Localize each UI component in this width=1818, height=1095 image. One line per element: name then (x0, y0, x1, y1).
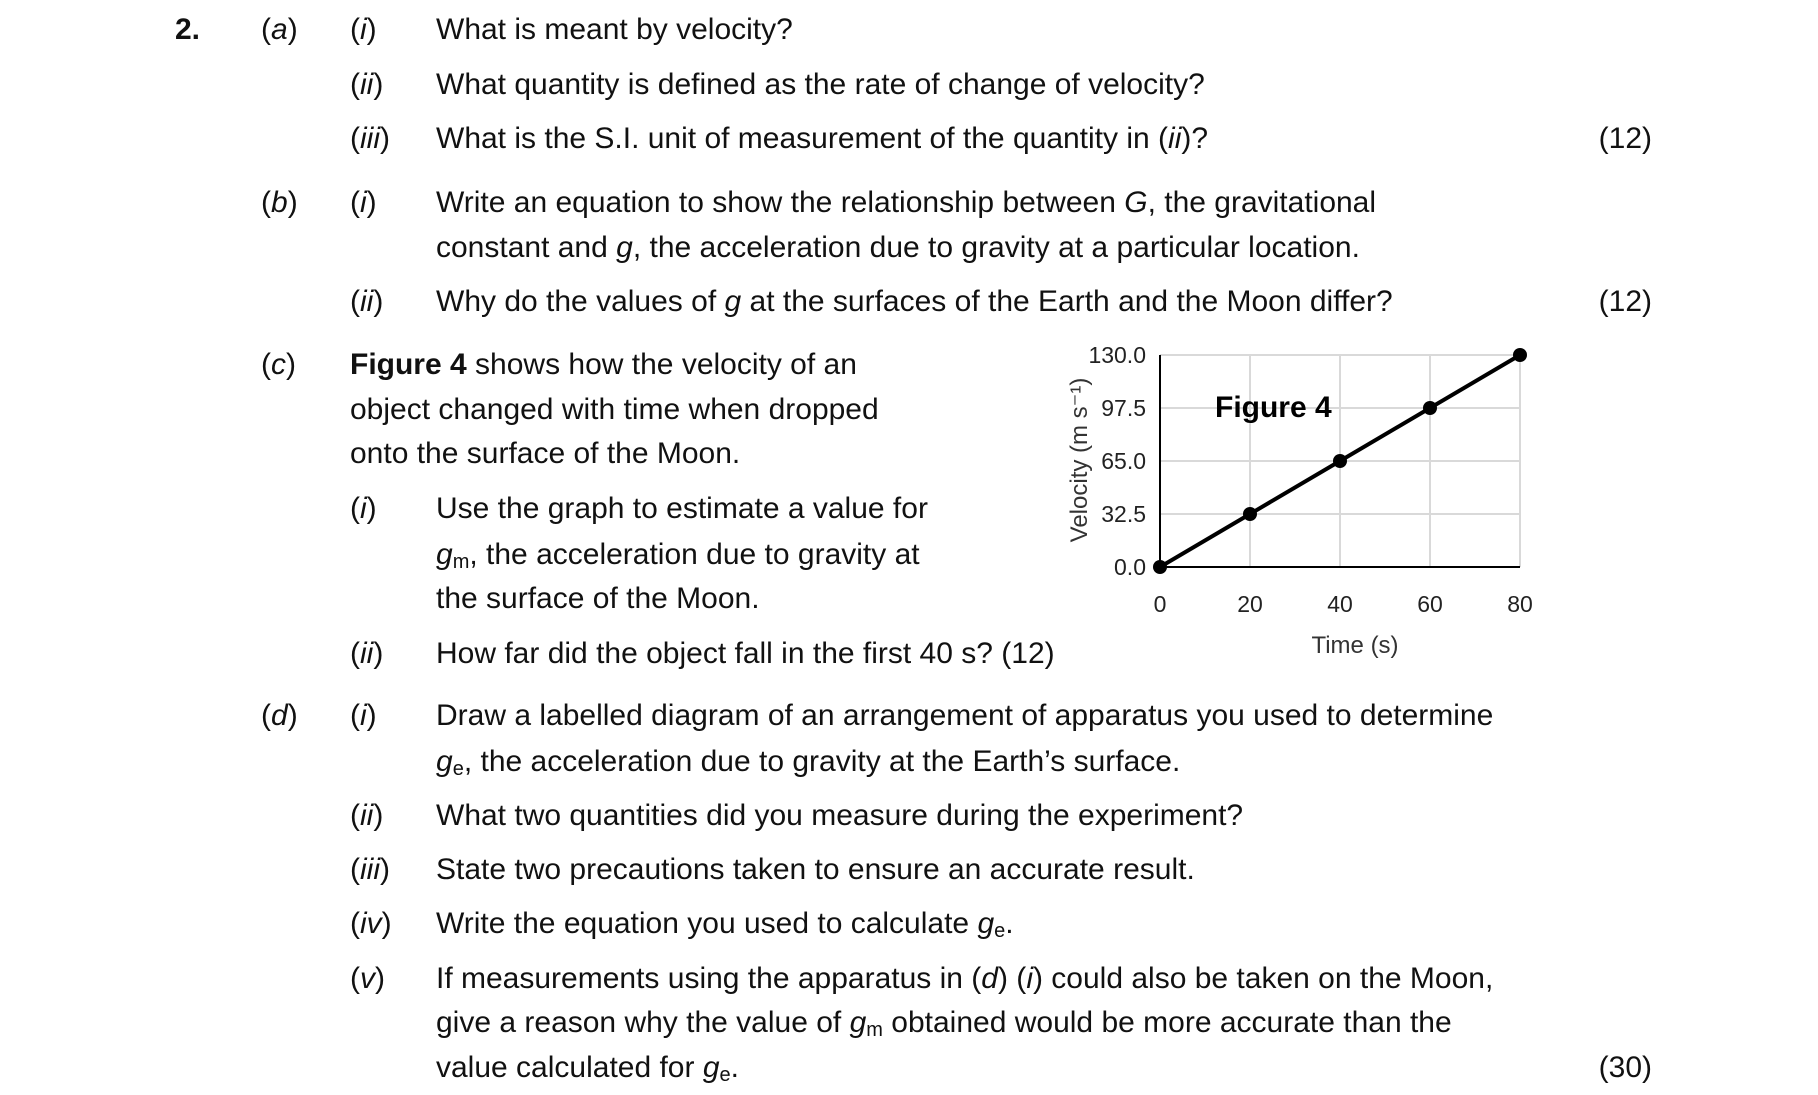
text-segment: , the acceleration due to gravity at (469, 538, 920, 571)
question-text-line (436, 850, 1195, 890)
text-segment: object changed with time when dropped (350, 393, 879, 426)
subpart-label-d-ii: (ii) (350, 799, 384, 832)
subpart-label-c-i-text: i (360, 492, 367, 525)
question-text-line (436, 634, 1055, 674)
text-segment: Use the graph to estimate a value for (436, 492, 928, 525)
text-segment: , the acceleration due to gravity at the Earth’s surface. (463, 745, 1181, 778)
marks-allocation: (12) (1598, 122, 1652, 155)
question-text-line (436, 904, 1014, 944)
question-text-line (436, 119, 1208, 159)
text-segment: How far did the object fall in the first 40 s? (12) (436, 637, 1055, 670)
text-segment: constant and (436, 231, 617, 264)
text-segment: What is meant by velocity? (436, 13, 793, 46)
subpart-label-a-ii-text: ii (360, 68, 374, 101)
subpart-label-b-i-text: i (360, 186, 367, 219)
text-segment: value calculated for (436, 1051, 703, 1084)
marks-allocation: (30) (1598, 1051, 1652, 1084)
question-text-line (350, 390, 879, 430)
text-segment: What is the S.I. unit of measurement of the quantity in ( (436, 122, 1169, 155)
x-tick-label: 80 (1507, 591, 1533, 617)
question-text-line (436, 1003, 1452, 1043)
text-segment: give a reason why the value of (436, 1006, 850, 1039)
x-tick-label: 60 (1417, 591, 1443, 617)
italic-symbol: g (849, 1006, 867, 1039)
text-segment: Draw a labelled diagram of an arrangement of apparatus you used to determine (436, 699, 1494, 732)
text-segment: the surface of the Moon. (436, 582, 760, 615)
text-segment: shows how the velocity of an (466, 348, 857, 381)
part-label-d-text: d (271, 699, 288, 732)
subpart-label-a-iii-text: iii (360, 122, 380, 155)
question-number: 2. (175, 13, 201, 46)
chart-title: Figure 4 (1215, 391, 1332, 424)
question-text-line (436, 282, 1393, 322)
italic-symbol: g (977, 907, 995, 940)
text-segment: What two quantities did you measure during the experiment? (436, 799, 1244, 832)
text-segment: ) ( (997, 962, 1027, 995)
data-point (1333, 454, 1347, 468)
part-label-c: (c) (261, 348, 296, 381)
text-segment: at the surfaces of the Earth and the Moon differ? (741, 285, 1393, 318)
part-label-b-text: b (271, 186, 288, 219)
text-segment: . (1005, 907, 1014, 940)
data-point (1513, 348, 1527, 362)
question-text-line (436, 696, 1493, 736)
x-tick-label: 40 (1327, 591, 1353, 617)
question-text-line (436, 742, 1180, 782)
question-text-line (436, 489, 928, 529)
subpart-label-d-iv: (iv) (350, 907, 392, 940)
y-tick-label: 65.0 (1101, 448, 1146, 474)
question-text-line (436, 183, 1376, 223)
subpart-label-d-i: (i) (350, 699, 377, 732)
italic-symbol: d (981, 962, 998, 995)
text-segment: Why do the values of (436, 285, 725, 318)
question-text-line (436, 1048, 739, 1088)
x-tick-label: 0 (1153, 591, 1167, 617)
subpart-label-a-i-text: i (360, 13, 367, 46)
subpart-label-b-i: (i) (350, 186, 377, 219)
italic-symbol: ii (1168, 122, 1182, 155)
text-segment: , the gravitational (1147, 186, 1377, 219)
data-point (1243, 507, 1257, 521)
italic-symbol: g (436, 745, 453, 778)
subscript: e (719, 1064, 731, 1086)
subpart-label-a-iii: (iii) (350, 122, 390, 155)
italic-symbol: g (436, 538, 453, 571)
subpart-label-c-ii: (ii) (350, 637, 384, 670)
part-label-d: (d) (261, 699, 298, 732)
text-segment: onto the surface of the Moon. (350, 437, 741, 470)
subpart-label-d-v-text: v (360, 962, 375, 995)
text-segment: ) could also be taken on the Moon, (1032, 962, 1494, 995)
part-label-a-text: a (271, 13, 288, 46)
x-tick-label: 20 (1237, 591, 1263, 617)
italic-symbol: i (1026, 962, 1033, 995)
subpart-label-d-iii-text: iii (360, 853, 380, 886)
italic-symbol: g (702, 1051, 720, 1084)
subscript: e (452, 758, 464, 780)
italic-symbol: g (724, 285, 742, 318)
marks-allocation: (12) (1598, 285, 1652, 318)
subpart-label-d-iv-text: iv (360, 907, 382, 940)
part-label-b: (b) (261, 186, 298, 219)
question-text-line (350, 434, 740, 474)
question-text-line (436, 65, 1205, 105)
y-tick-label: 0.0 (1114, 554, 1146, 580)
subpart-label-b-ii-text: ii (360, 285, 374, 318)
data-point (1423, 401, 1437, 415)
text-segment: obtained would be more accurate than the (882, 1006, 1452, 1039)
subscript: m (452, 551, 470, 573)
question-text-line (436, 10, 793, 50)
text-segment: State two precautions taken to ensure an accurate result. (436, 853, 1195, 886)
subpart-label-d-i-text: i (360, 699, 367, 732)
y-tick-label: 97.5 (1101, 395, 1146, 421)
data-point (1153, 560, 1167, 574)
velocity-time-chart (1040, 330, 1533, 670)
text-segment: . (730, 1051, 739, 1084)
text-segment: If measurements using the apparatus in ( (436, 962, 982, 995)
text-segment: )? (1181, 122, 1209, 155)
question-text-line (436, 228, 1360, 268)
part-label-c-text: c (271, 348, 286, 381)
subpart-label-d-iii: (iii) (350, 853, 390, 886)
subpart-label-a-i: (i) (350, 13, 377, 46)
text-segment: What quantity is defined as the rate of change of velocity? (436, 68, 1205, 101)
text-segment: Write an equation to show the relationship between (436, 186, 1125, 219)
text-segment: , the acceleration due to gravity at a particular location. (632, 231, 1360, 264)
question-text-line (436, 535, 920, 575)
italic-symbol: g (616, 231, 633, 264)
part-label-a: (a) (261, 13, 298, 46)
subscript: e (994, 920, 1006, 942)
subpart-label-d-v: (v) (350, 962, 385, 995)
y-axis-label: Velocity (m s⁻¹) (1066, 377, 1093, 543)
question-text-line (436, 579, 760, 619)
figure-reference: Figure 4 (350, 348, 467, 381)
subpart-label-b-ii: (ii) (350, 285, 384, 318)
subpart-label-d-ii-text: ii (360, 799, 374, 832)
y-tick-label: 32.5 (1101, 501, 1146, 527)
question-text-line (436, 796, 1243, 836)
text-segment: Write the equation you used to calculate (436, 907, 978, 940)
subpart-label-c-i: (i) (350, 492, 377, 525)
question-text-line (350, 345, 857, 385)
subpart-label-a-ii: (ii) (350, 68, 384, 101)
italic-symbol: G (1124, 186, 1148, 219)
y-tick-label: 130.0 (1088, 342, 1146, 368)
question-text-line (436, 959, 1493, 999)
subpart-label-c-ii-text: ii (360, 637, 374, 670)
subscript: m (866, 1019, 883, 1041)
x-axis-label: Time (s) (1311, 632, 1399, 659)
